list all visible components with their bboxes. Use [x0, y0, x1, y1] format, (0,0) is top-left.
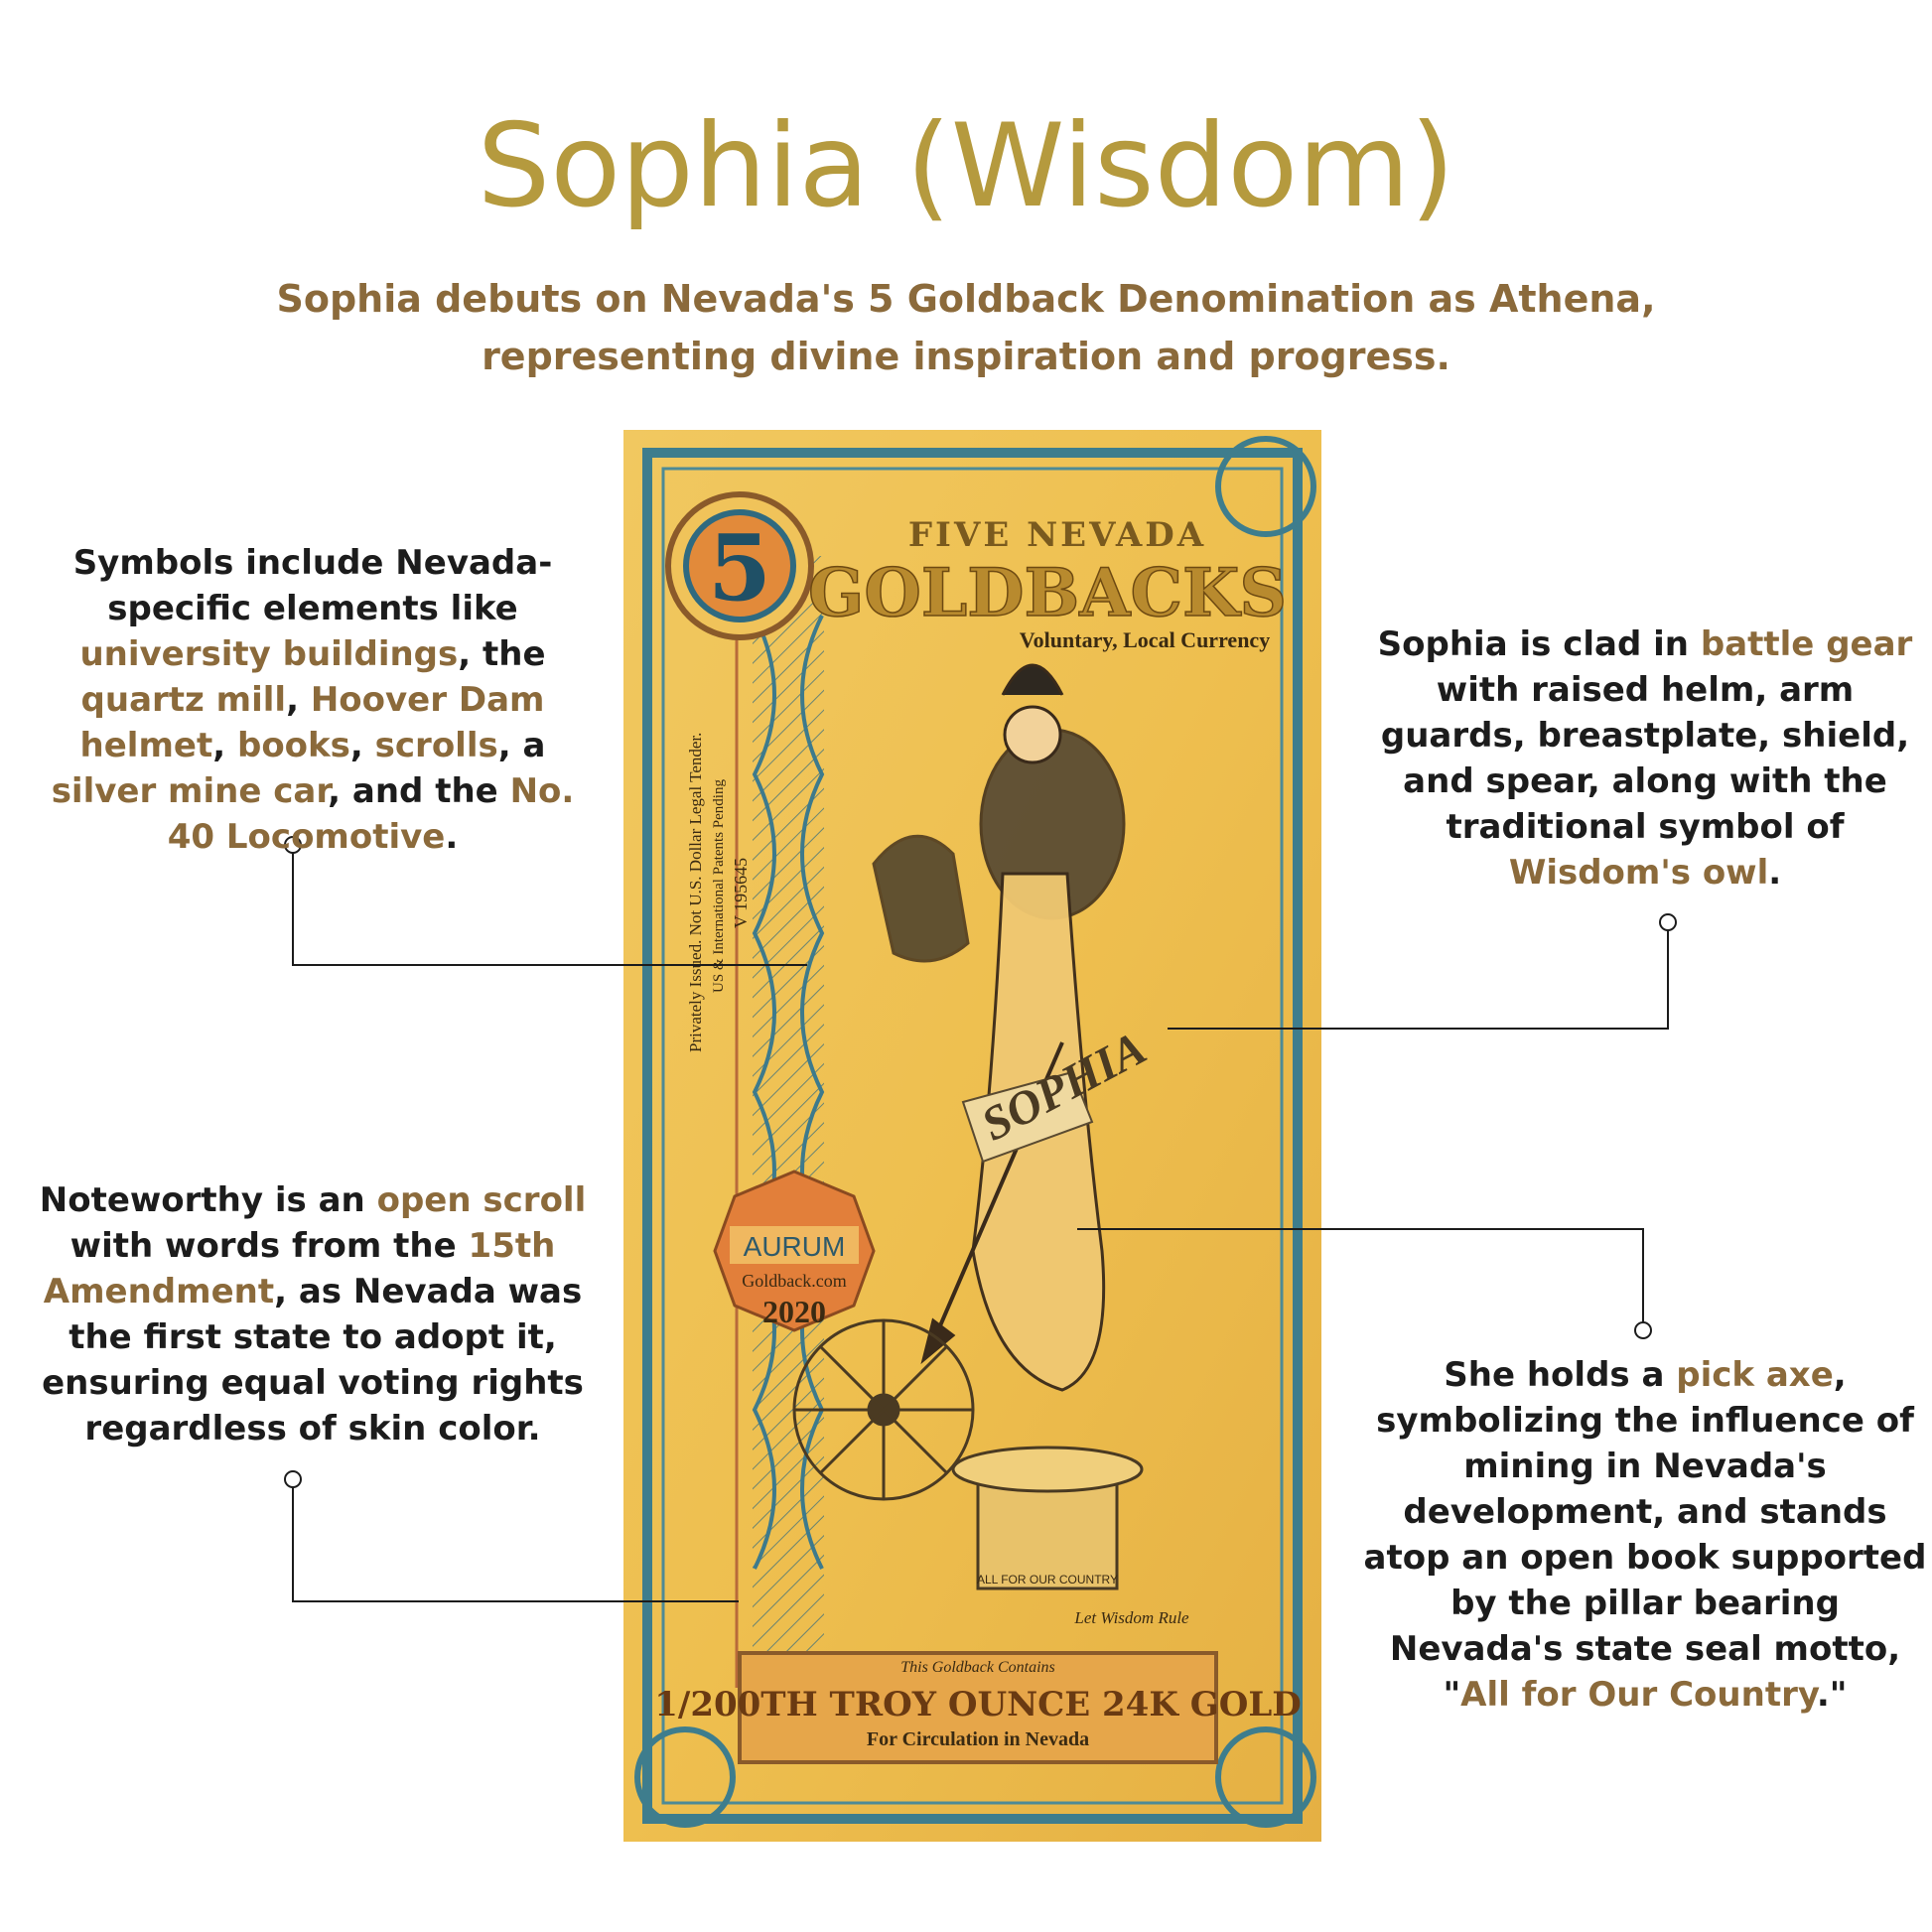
callout-symbols: [30, 540, 596, 860]
bottom-plaque-main: 1/200TH TROY OUNCE 24K GOLD: [654, 1685, 1302, 1725]
sophia-sash-label: SOPHIA: [973, 1022, 1155, 1152]
note-title-main: GOLDBACKS: [807, 554, 1288, 631]
leader-dot-2: [1660, 914, 1676, 930]
highlight-term: open scroll: [376, 1180, 587, 1220]
mill-wheel: [794, 1320, 973, 1499]
aurum-seal-url: Goldback.com: [742, 1271, 847, 1291]
aurum-seal-year: 2020: [762, 1294, 826, 1329]
bottom-plaque-small: This Goldback Contains: [900, 1659, 1055, 1676]
callout-text: .: [445, 817, 459, 857]
highlight-term: university buildings: [79, 634, 459, 674]
note-serial: V 195645: [731, 857, 751, 928]
aurum-seal-word: AURUM: [743, 1231, 846, 1262]
note-motto-script: Let Wisdom Rule: [1074, 1608, 1189, 1627]
note-side-text-2: US & International Patents Pending: [711, 779, 727, 993]
highlight-term: books: [236, 726, 350, 765]
callout-text: ,: [212, 726, 237, 765]
highlight-term: silver mine car: [51, 771, 329, 811]
callout-text: She holds a: [1444, 1355, 1677, 1395]
page-title: Sophia (Wisdom): [477, 99, 1455, 233]
highlight-term: All for Our Country: [1460, 1675, 1817, 1715]
callout-text: , the: [458, 634, 546, 674]
pillar-motto: ALL FOR OUR COUNTRY: [976, 1573, 1119, 1587]
callout-text: Sophia is clad in: [1377, 624, 1701, 664]
leader-dot-3: [285, 1471, 301, 1487]
callout-text: ,: [349, 726, 375, 765]
callout-text: .": [1816, 1675, 1848, 1715]
callout-text: with raised helm, arm guards, breastplate, shield, and spear, along with the traditional symbol of: [1380, 670, 1910, 847]
callout-text: , a: [497, 726, 546, 765]
highlight-term: Hoover Dam helmet: [79, 680, 545, 765]
highlight-term: Wisdom's owl: [1508, 853, 1769, 893]
highlight-term: 15th Amendment: [43, 1226, 556, 1311]
callout-text: , as Nevada was the first state to adopt it, ensuring equal voting rights regardless of skin color.: [42, 1272, 584, 1449]
highlight-term: pick axe: [1676, 1355, 1834, 1395]
callout-text: Symbols include Nevada-specific elements like: [72, 543, 553, 628]
bottom-plaque-sub: For Circulation in Nevada: [866, 1728, 1090, 1750]
highlight-term: battle gear: [1700, 624, 1913, 664]
callout-text: with words from the: [69, 1226, 469, 1266]
callout-text: , and the: [328, 771, 510, 811]
note-title-top: FIVE NEVADA: [907, 515, 1207, 555]
note-tagline: Voluntary, Local Currency: [1019, 627, 1271, 652]
callout-text: ,: [286, 680, 311, 720]
highlight-term: scrolls: [374, 726, 498, 765]
subtitle-line-2: representing divine inspiration and progress.: [482, 335, 1450, 378]
note-side-text-1: Privately Issued. Not U.S. Dollar Legal Tender.: [686, 732, 705, 1052]
subtitle-line-1: Sophia debuts on Nevada's 5 Goldback Denomination as Athena,: [276, 277, 1656, 321]
leader-dot-4: [1635, 1322, 1651, 1338]
callout-battle-gear: [1362, 621, 1928, 896]
highlight-term: quartz mill: [80, 680, 287, 720]
denomination-numeral: 5: [707, 514, 772, 621]
highlight-term: No. 40 Locomotive: [167, 771, 575, 857]
callout-text: .: [1768, 853, 1782, 893]
callout-pick-axe: [1362, 1352, 1928, 1718]
callout-text: Noteworthy is an: [39, 1180, 377, 1220]
callout-open-scroll: [30, 1177, 596, 1451]
callout-text: , symbolizing the influence of mining in Nevada's development, and stands atop an open book supported by the pillar bearing Nevada's state seal motto, ": [1363, 1355, 1927, 1715]
